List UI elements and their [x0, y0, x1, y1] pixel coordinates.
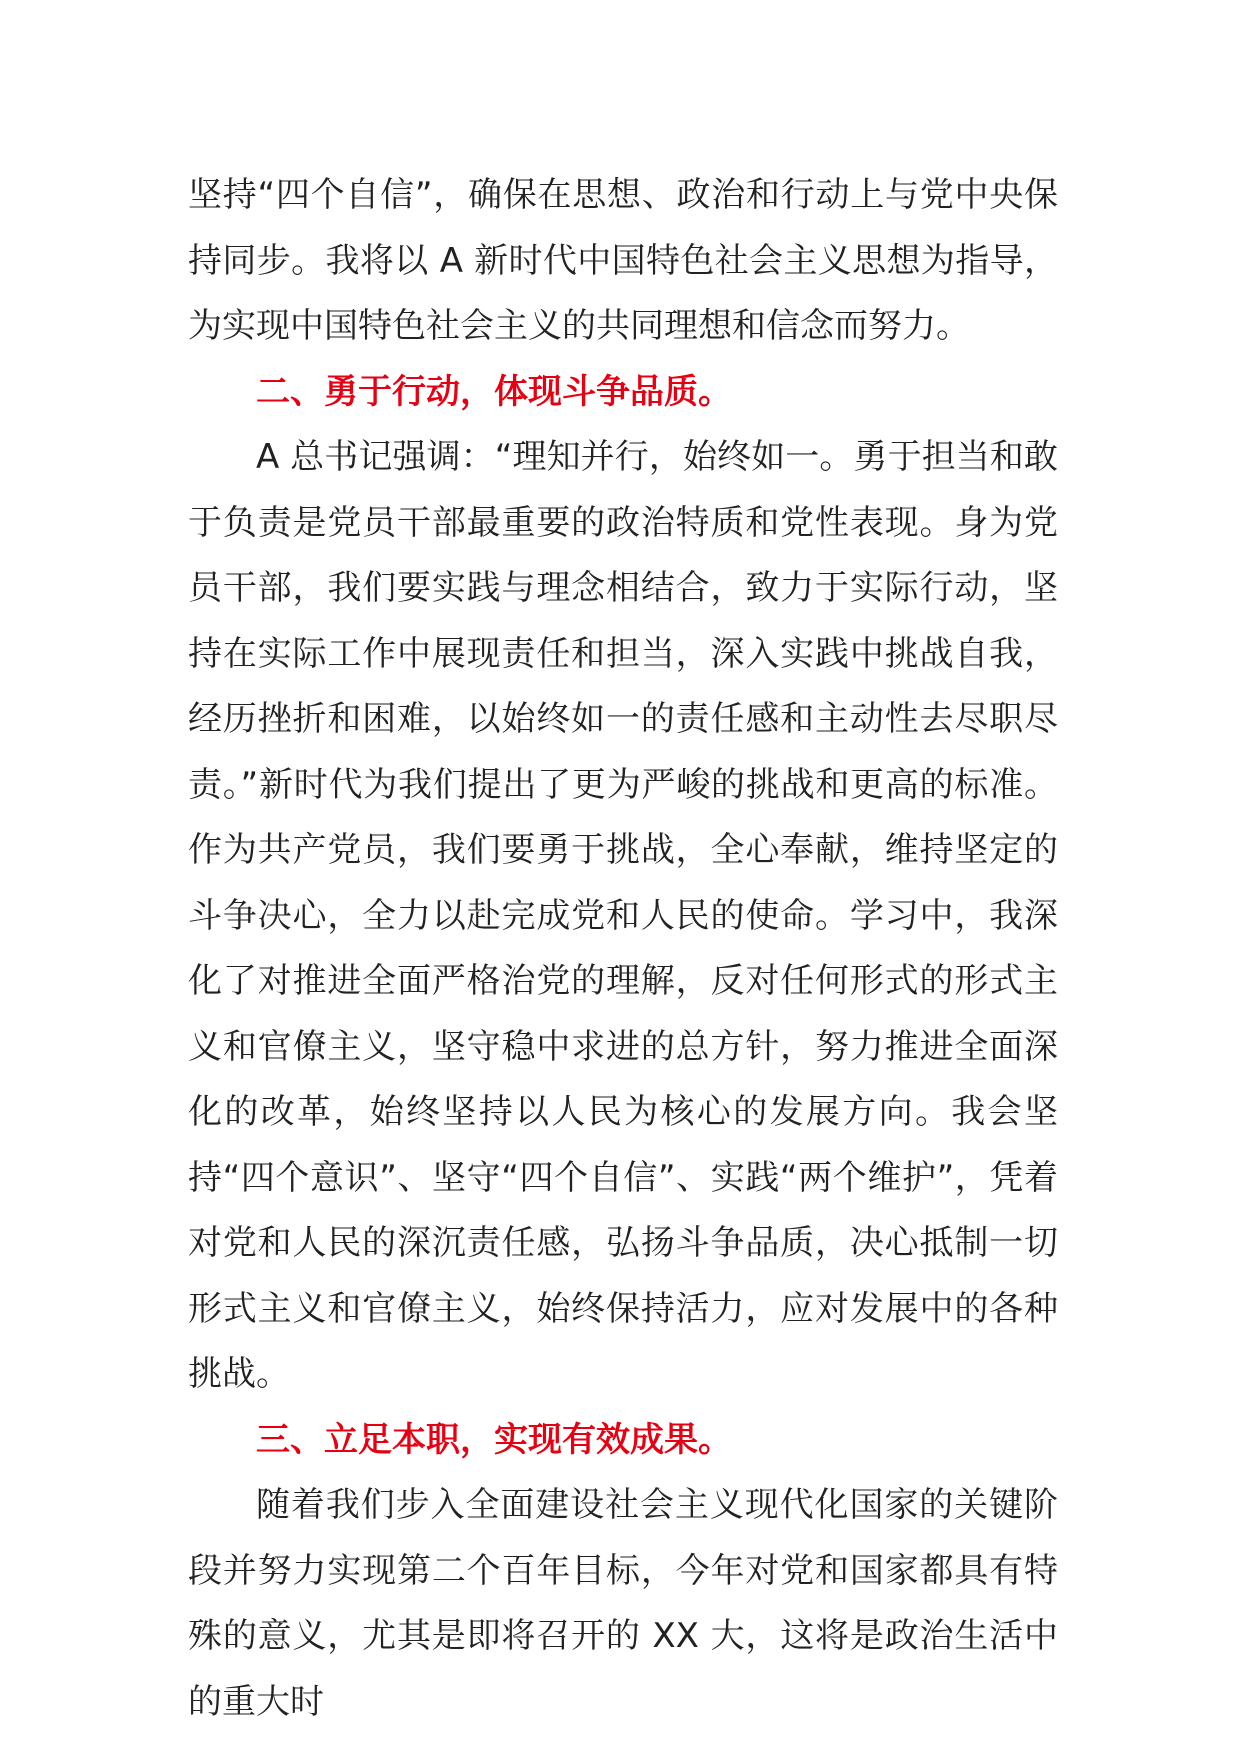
section-heading-three: 三、立足本职，实现有效成果。	[256, 1419, 732, 1460]
paragraph-continuation: 坚持“四个自信”，确保在思想、政治和行动上与党中央保持同步。我将以 A 新时代中国特色社会主义思想为指导，为实现中国特色社会主义的共同理想和信念而努力。	[188, 175, 1058, 346]
paragraph-section-three: 随着我们步入全面建设社会主义现代化国家的关键阶段并努力实现第二个百年目标，今年对党和国家都具有特殊的意义，尤其是即将召开的 XX 大，这将是政治生活中的重大时	[188, 1485, 1058, 1722]
paragraph-section-two: A 总书记强调：“理知并行，始终如一。勇于担当和敢于负责是党员干部最重要的政治特质和党性表现。身为党员干部，我们要实践与理念相结合，致力于实际行动，坚持在实际工作中展现责任和担当，深入实践中挑战自我，经历挫折和困难，以始终如一的责任感和主动性去尽职尽责。”新时代为我们提出了更为严峻的挑战和更高的标准。作为共产党员，我们要勇于挑战，全心奉献，维持坚定的斗争决心，全力以赴完成党和人民的使命。学习中，我深化了对推进全面严格治党的理解，反对任何形式的形式主义和官僚主义，坚守稳中求进的总方针，努力推进全面深化的改革，始终坚持以人民为核心的发展方向。我会坚持“四个意识”、坚守“四个自信”、实践“两个维护”，凭着对党和人民的深沉责任感，弘扬斗争品质，决心抵制一切形式主义和官僚主义，始终保持活力，应对发展中的各种挑战。	[188, 437, 1058, 1394]
document-body	[188, 163, 1058, 1735]
section-heading-two: 二、勇于行动，体现斗争品质。	[256, 371, 732, 412]
